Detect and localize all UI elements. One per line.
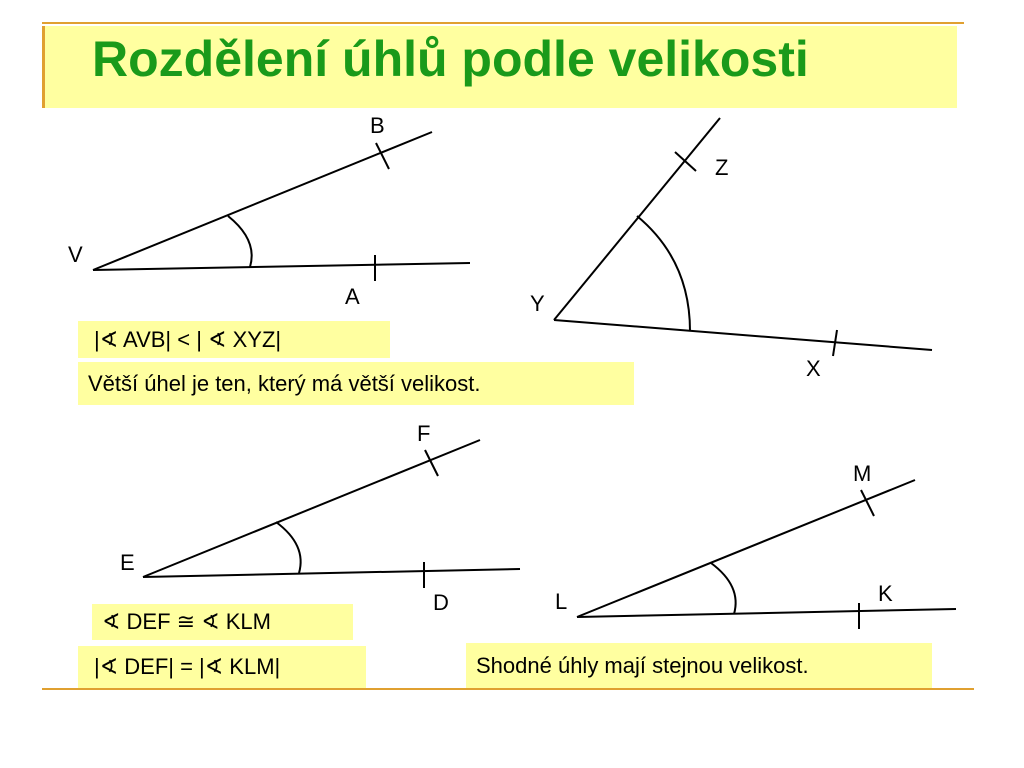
congruence-statement (92, 604, 353, 640)
angle-def (143, 440, 520, 588)
label-point-f: F (417, 421, 431, 446)
ray-lm (577, 480, 915, 617)
tick-b (376, 143, 389, 169)
arc-def (276, 522, 301, 573)
label-point-a: A (345, 284, 360, 309)
larger-angle-rule-text: Větší úhel je ten, který má větší velikost. (88, 370, 481, 396)
label-point-x: X (806, 356, 821, 381)
size-equality-text: |∢ DEF| = |∢ KLM| (94, 654, 281, 679)
congruent-angles-rule (466, 643, 932, 688)
angle-klm (577, 480, 956, 629)
label-point-k: K (878, 581, 893, 606)
congruent-angles-rule-text: Shodné úhly mají stejnou velikost. (476, 652, 809, 678)
congruence-text: ∢ DEF ≅ ∢ KLM (102, 609, 271, 634)
arc-klm (711, 563, 736, 614)
arc-avb (228, 216, 252, 267)
label-vertex-v: V (68, 242, 83, 267)
label-point-d: D (433, 590, 449, 615)
bottom-divider (42, 688, 974, 690)
label-vertex-y: Y (530, 291, 545, 316)
ray-lk (577, 609, 956, 617)
arc-xyz (637, 216, 690, 331)
tick-m (861, 490, 874, 516)
label-point-b: B (370, 113, 385, 138)
tick-f (425, 450, 438, 476)
slide-title: Rozdělení úhlů podle velikosti (92, 31, 809, 87)
larger-angle-rule (78, 362, 634, 405)
ray-yz (554, 118, 720, 320)
label-vertex-e: E (120, 550, 135, 575)
label-vertex-l: L (555, 589, 568, 614)
angle-avb (93, 132, 470, 281)
ray-va (93, 263, 470, 270)
comparison-text: |∢ AVB| < | ∢ XYZ| (94, 326, 282, 352)
ray-yx (554, 320, 932, 350)
comparison-statement (78, 321, 390, 358)
size-equality-statement (78, 646, 366, 688)
label-point-m: M (853, 461, 872, 486)
label-point-z: Z (715, 155, 729, 180)
angle-xyz (554, 118, 932, 356)
ray-ed (143, 569, 520, 577)
